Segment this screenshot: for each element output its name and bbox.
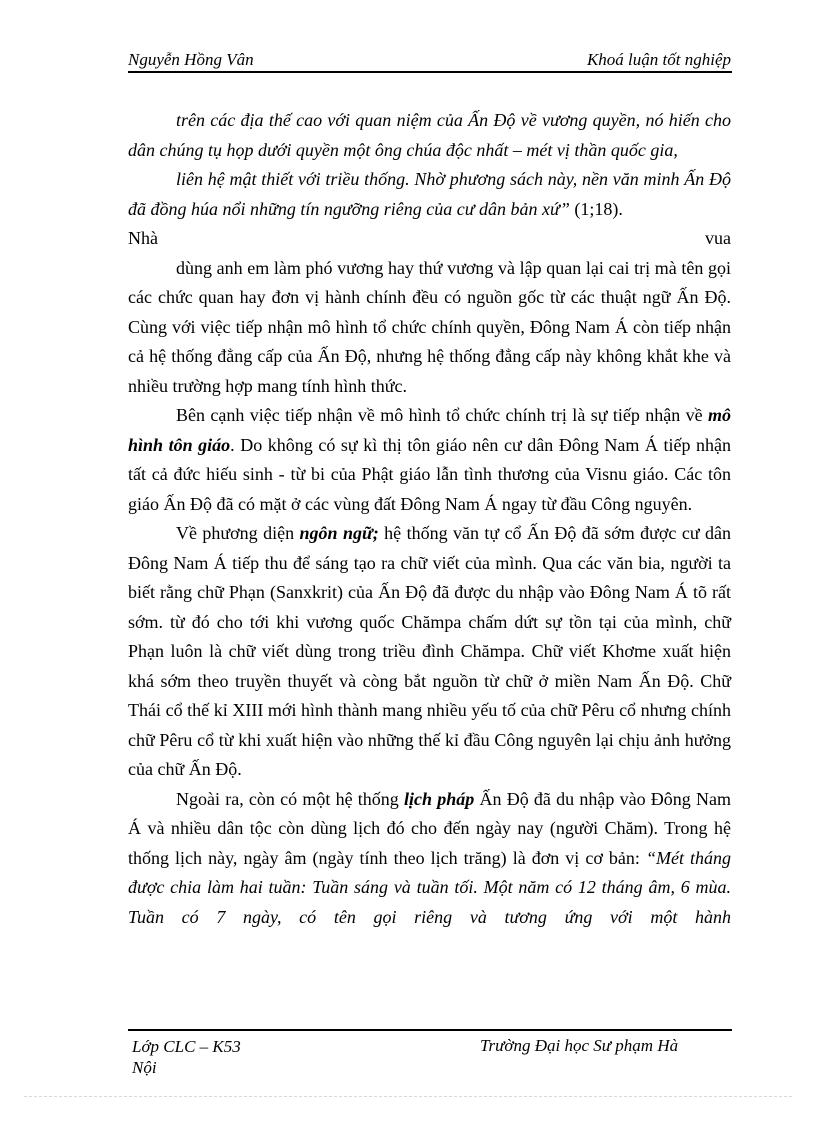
paragraph-administration: dùng anh em làm phó vương hay thứ vương và lập quan lại cai trị mà tên gọi các chức quan hay đơn vị hành chính đều có nguồn gốc từ các thuật ngữ Ấn Độ. Cùng với việc tiếp nhận mô hình tổ chức chính quyền, Đông Nam Á còn tiếp nhận cả hệ thống đẳng cấp của Ấn Độ, nhưng hệ thống đẳng cấp này không khắt khe và nhiều trường hợp mang tính hình thức.: [128, 257, 731, 396]
footer-rule: [128, 1029, 732, 1031]
quote-paragraph-1: trên các địa thế cao với quan niệm của Ấn Độ về vương quyền, nó hiến cho dân chúng tụ họp dưới quyền một ông chúa độc nhất – mét vị thần quốc gia,: [128, 110, 731, 160]
header-thesis-title: Khoá luận tốt nghiệp: [586, 50, 731, 69]
paragraph-language: [128, 519, 731, 785]
page-footer-left: [128, 1036, 282, 1078]
header-rule: [128, 71, 732, 73]
footer-school-continued: Nội: [132, 1058, 157, 1077]
keyword-religion: mô hình tôn giáo: [128, 405, 731, 455]
quote-text: liên hệ mật thiết với triều thống. Nhờ phương sách này, nền văn minh Ấn Độ đã đồng húa nổi những tín ngưỡng riêng của cư dân bản xứ”: [128, 169, 731, 219]
paragraph-calendar: [128, 785, 731, 933]
paragraph-religion: [128, 401, 731, 519]
document-body: [128, 106, 731, 932]
text-span: Ngoài ra, còn có một hệ thống: [176, 788, 405, 809]
text-span: . Do không có sự kì thị tôn giáo nên cư dân Đông Nam Á tiếp nhận tất cả đức hiếu sinh - từ bi của Phật giáo lẫn tình thương của Visnu giáo. Các tôn giáo Ấn Độ đã có mặt ở các vùng đất Đông Nam Á ngay từ đầu Công nguyên.: [128, 434, 732, 514]
quote-paragraph-2: [128, 165, 731, 224]
word-vua: vua: [705, 228, 731, 248]
keyword-calendar: lịch pháp: [404, 788, 475, 809]
text-span: Bên cạnh việc tiếp nhận về mô hình tổ chức chính trị là sự tiếp nhận về: [176, 405, 708, 425]
text-span: Về phương diện: [176, 523, 300, 543]
header-author: Nguyễn Hồng Vân: [128, 50, 254, 69]
word-nha: Nhà: [128, 228, 158, 248]
page-edge-divider: [24, 1096, 792, 1097]
calendar-quote: “Mét tháng được chia làm hai tuần: Tuần sáng và tuần tối. Một năm có 12 tháng âm, 6 mùa. Tuần có 7 ngày, có tên gọi riêng và tương ứng với một hành: [128, 847, 731, 927]
citation: (1;18).: [569, 198, 623, 219]
text-span: hệ thống văn tự cổ Ấn Độ đã sớm được cư dân Đông Nam Á tiếp thu để sáng tạo ra chữ viết của mình. Qua các văn bia, người ta biết rằng chữ Phạn (Sanxkrit) của Ấn Độ đã được du nhập vào Đông Nam Á tõ rất sớm. từ đó cho tới khi vương quốc Chămpa chấm dứt sự tồn tại của mình, chữ Phạn luôn là chữ viết dùng trong triều đình Chămpa. Chữ viết Khơme xuất hiện khá sớm theo truyền thuyết và còng bắt nguồn từ chữ ở miền Nam Ấn Độ. Chữ Thái cổ thế kỉ XIII mới hình thành mang nhiều yếu tố của chữ Pêru cổ nhưng chính chữ Pêru cổ từ khi xuất hiện vào những thế kỉ đầu Công nguyên lại chịu ảnh hưởng của chữ Ấn Độ.: [128, 523, 731, 779]
footer-class: Lớp CLC – K53: [132, 1037, 241, 1056]
text-span: Ấn Độ đã du nhập vào Đông Nam Á và nhiều dân tộc còn dùng lịch đó cho đến ngày nay (người Chăm). Trong hệ thống lịch này, ngày âm (ngày tính theo lịch trăng) là đơn vị cơ bản:: [128, 788, 732, 868]
footer-school: Trường Đại học Sư phạm Hà: [480, 1036, 679, 1055]
split-line: [128, 224, 731, 254]
keyword-language: ngôn ngữ;: [299, 523, 379, 543]
